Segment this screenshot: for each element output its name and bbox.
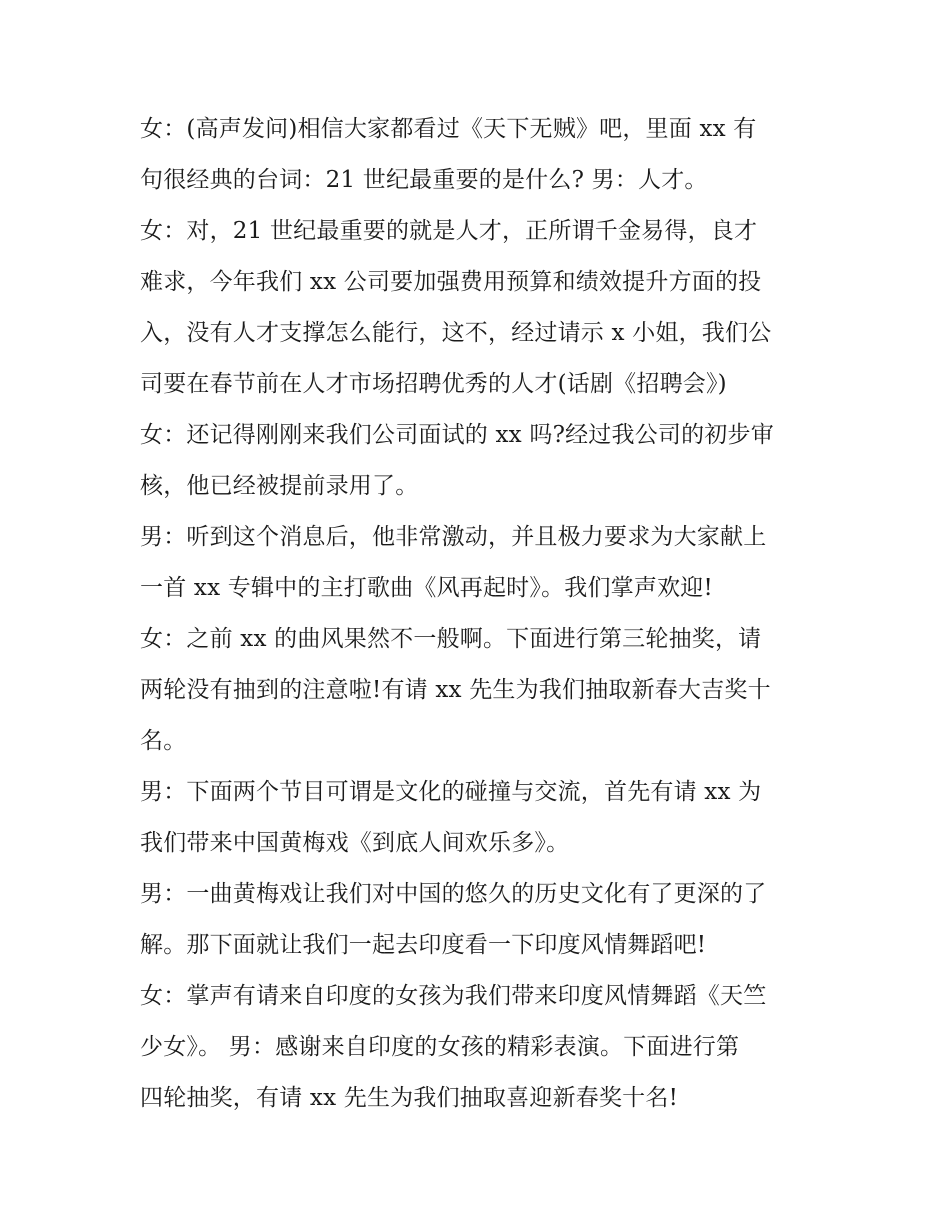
text-line: 男：听到这个消息后，他非常激动，并且极力要求为大家献上	[140, 524, 767, 550]
document-body	[140, 104, 830, 1124]
text-line: 少女》。 男：感谢来自印度的女孩的精彩表演。下面进行第	[140, 1034, 740, 1060]
text-line: 四轮抽奖，有请 xx 先生为我们抽取喜迎新春奖十名!	[140, 1085, 679, 1111]
text-line: 女：(高声发问)相信大家都看过《天下无贼》吧，里面 xx 有	[140, 116, 757, 142]
text-line: 句很经典的台词：21 世纪最重要的是什么? 男：人才。	[140, 167, 708, 193]
text-line: 名。	[140, 728, 187, 754]
text-line: 女：对，21 世纪最重要的就是人才，正所谓千金易得，良才	[140, 218, 758, 244]
text-line: 难求，今年我们 xx 公司要加强费用预算和绩效提升方面的投	[140, 269, 762, 295]
text-line: 男：下面两个节目可谓是文化的碰撞与交流，首先有请 xx 为	[140, 779, 762, 805]
text-line: 入，没有人才支撑怎么能行，这不，经过请示 x 小姐，我们公	[140, 320, 772, 346]
text-line: 女：还记得刚刚来我们公司面试的 xx 吗?经过我公司的初步审	[140, 422, 774, 448]
text-line: 一首 xx 专辑中的主打歌曲《风再起时》。我们掌声欢迎!	[140, 575, 713, 601]
text-line: 司要在春节前在人才市场招聘优秀的人才(话剧《招聘会》)	[140, 371, 727, 397]
text-line: 核，他已经被提前录用了。	[140, 473, 419, 499]
text-line: 解。那下面就让我们一起去印度看一下印度风情舞蹈吧!	[140, 932, 707, 958]
text-line: 女：掌声有请来自印度的女孩为我们带来印度风情舞蹈《天竺	[140, 983, 767, 1009]
text-line: 男：一曲黄梅戏让我们对中国的悠久的历史文化有了更深的了	[140, 881, 767, 907]
text-line: 我们带来中国黄梅戏《到底人间欢乐多》。	[140, 830, 570, 856]
text-line: 两轮没有抽到的注意啦!有请 xx 先生为我们抽取新春大吉奖十	[140, 677, 771, 703]
text-line: 女：之前 xx 的曲风果然不一般啊。下面进行第三轮抽奖，请	[140, 626, 762, 652]
